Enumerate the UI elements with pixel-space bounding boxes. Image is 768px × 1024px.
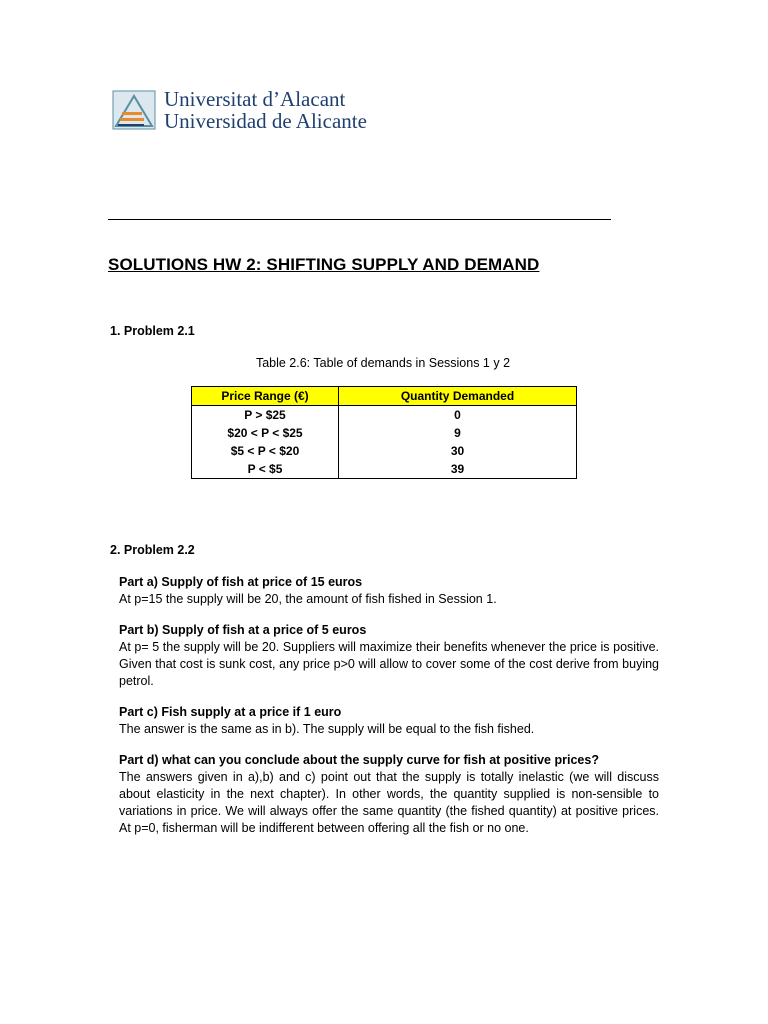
quantity-cell: 30 [339, 442, 577, 460]
demand-table [191, 386, 577, 479]
table-caption-text: Table 2.6: Table of demands in Sessions 1 y 2 [255, 356, 511, 370]
table-row [192, 442, 577, 460]
part-a [119, 574, 659, 608]
horizontal-rule [108, 219, 611, 220]
part-c-body: The answer is the same as in b). The supply will be equal to the fish fished. [119, 722, 535, 736]
price-cell: $20 < P < $25 [192, 424, 339, 442]
part-d-body: The answers given in a),b) and c) point out that the supply is totally inelastic (we will discuss about elasticity in the next chapter). In other words, the quantity supplied is non-sensible to variations in price. We will always offer the same quantity (the fished quantity) at positive prices. At p=0, fisherman will be indifferent between offering all the fish or no one. [119, 770, 659, 835]
page-title: SOLUTIONS HW 2: SHIFTING SUPPLY AND DEMAND [108, 255, 540, 274]
table-caption [0, 356, 768, 370]
part-b-body: At p= 5 the supply will be 20. Suppliers will maximize their benefits whenever the price is positive. Given that cost is sunk cost, any price p>0 will allow to cover some of the cost derive from buying petrol. [119, 640, 659, 688]
university-name-spanish: Universidad de Alicante [164, 109, 367, 133]
quantity-cell: 0 [339, 406, 577, 425]
header-quantity-demanded: Quantity Demanded [339, 387, 577, 406]
table-row [192, 406, 577, 425]
university-logo [112, 88, 372, 134]
header-price-range: Price Range (€) [192, 387, 339, 406]
quantity-cell: 39 [339, 460, 577, 479]
price-cell: $5 < P < $20 [192, 442, 339, 460]
table-row [192, 460, 577, 479]
part-b-title: Part b) Supply of fish at a price of 5 euros [119, 623, 367, 637]
table-row [192, 424, 577, 442]
university-name [164, 88, 367, 132]
part-d-title: Part d) what can you conclude about the supply curve for fish at positive prices? [119, 753, 599, 767]
part-c [119, 704, 659, 738]
problem1-heading: 1. Problem 2.1 [110, 324, 195, 338]
quantity-cell: 9 [339, 424, 577, 442]
part-a-title: Part a) Supply of fish at price of 15 euros [119, 575, 363, 589]
part-a-body: At p=15 the supply will be 20, the amount of fish fished in Session 1. [119, 592, 497, 606]
price-cell: P > $25 [192, 406, 339, 425]
part-c-title: Part c) Fish supply at a price if 1 euro [119, 705, 342, 719]
university-emblem-icon [112, 90, 156, 130]
table-header-row [192, 387, 577, 406]
problem2-heading: 2. Problem 2.2 [110, 543, 195, 557]
university-name-valencian: Universitat d’Alacant [164, 87, 346, 111]
price-cell: P < $5 [192, 460, 339, 479]
part-b [119, 622, 659, 690]
part-d [119, 752, 659, 837]
